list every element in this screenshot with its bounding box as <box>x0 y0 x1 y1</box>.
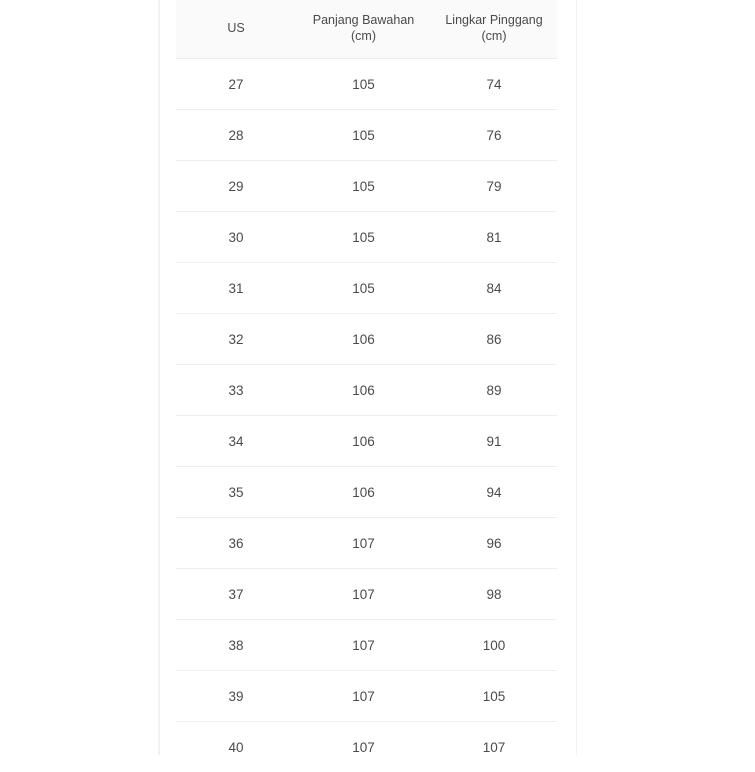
table-row <box>176 416 557 467</box>
cell-panjang-bawahan: 107 <box>296 569 431 620</box>
cell-panjang-bawahan: 107 <box>296 722 431 772</box>
cell-us: 30 <box>176 212 296 263</box>
column-header-us <box>176 0 296 59</box>
cell-us: 32 <box>176 314 296 365</box>
column-header-panjang-bawahan <box>296 0 431 59</box>
cell-lingkar-pinggang: 86 <box>431 314 557 365</box>
table-header <box>176 0 557 59</box>
column-header-lingkar-pinggang <box>431 0 557 59</box>
cell-us: 34 <box>176 416 296 467</box>
cell-lingkar-pinggang: 81 <box>431 212 557 263</box>
table-row <box>176 365 557 416</box>
table-row <box>176 518 557 569</box>
table-header-row <box>176 0 557 59</box>
table-row <box>176 467 557 518</box>
cell-lingkar-pinggang: 96 <box>431 518 557 569</box>
cell-panjang-bawahan: 105 <box>296 59 431 110</box>
cell-lingkar-pinggang: 94 <box>431 467 557 518</box>
table-row <box>176 59 557 110</box>
cell-panjang-bawahan: 105 <box>296 263 431 314</box>
cell-us: 36 <box>176 518 296 569</box>
column-header-panjang-bawahan-unit: (cm) <box>300 28 427 44</box>
cell-us: 39 <box>176 671 296 722</box>
column-header-lingkar-pinggang-unit: (cm) <box>435 28 553 44</box>
cell-us: 37 <box>176 569 296 620</box>
table-row <box>176 263 557 314</box>
table-body <box>176 59 557 772</box>
cell-panjang-bawahan: 107 <box>296 671 431 722</box>
cell-panjang-bawahan: 106 <box>296 467 431 518</box>
cell-us: 40 <box>176 722 296 772</box>
cell-lingkar-pinggang: 105 <box>431 671 557 722</box>
cell-panjang-bawahan: 105 <box>296 212 431 263</box>
column-header-panjang-bawahan-label: Panjang Bawahan <box>313 13 414 27</box>
table-row <box>176 212 557 263</box>
cell-us: 31 <box>176 263 296 314</box>
table-row <box>176 161 557 212</box>
cell-us: 29 <box>176 161 296 212</box>
cell-us: 35 <box>176 467 296 518</box>
cell-panjang-bawahan: 105 <box>296 161 431 212</box>
cell-us: 38 <box>176 620 296 671</box>
table-row <box>176 722 557 772</box>
cell-lingkar-pinggang: 76 <box>431 110 557 161</box>
cell-panjang-bawahan: 106 <box>296 416 431 467</box>
table-row <box>176 569 557 620</box>
size-chart-table <box>176 0 557 772</box>
cell-us: 33 <box>176 365 296 416</box>
table-row <box>176 110 557 161</box>
cell-panjang-bawahan: 107 <box>296 518 431 569</box>
cell-lingkar-pinggang: 100 <box>431 620 557 671</box>
column-header-lingkar-pinggang-label: Lingkar Pinggang <box>445 13 542 27</box>
cell-lingkar-pinggang: 74 <box>431 59 557 110</box>
cell-us: 28 <box>176 110 296 161</box>
cell-panjang-bawahan: 107 <box>296 620 431 671</box>
cell-lingkar-pinggang: 98 <box>431 569 557 620</box>
cell-lingkar-pinggang: 89 <box>431 365 557 416</box>
cell-us: 27 <box>176 59 296 110</box>
table-row <box>176 671 557 722</box>
cell-panjang-bawahan: 105 <box>296 110 431 161</box>
table-row <box>176 620 557 671</box>
cell-lingkar-pinggang: 107 <box>431 722 557 772</box>
cell-lingkar-pinggang: 84 <box>431 263 557 314</box>
column-header-us-label: US <box>227 21 244 35</box>
cell-lingkar-pinggang: 91 <box>431 416 557 467</box>
table-row <box>176 314 557 365</box>
cell-lingkar-pinggang: 79 <box>431 161 557 212</box>
cell-panjang-bawahan: 106 <box>296 314 431 365</box>
cell-panjang-bawahan: 106 <box>296 365 431 416</box>
